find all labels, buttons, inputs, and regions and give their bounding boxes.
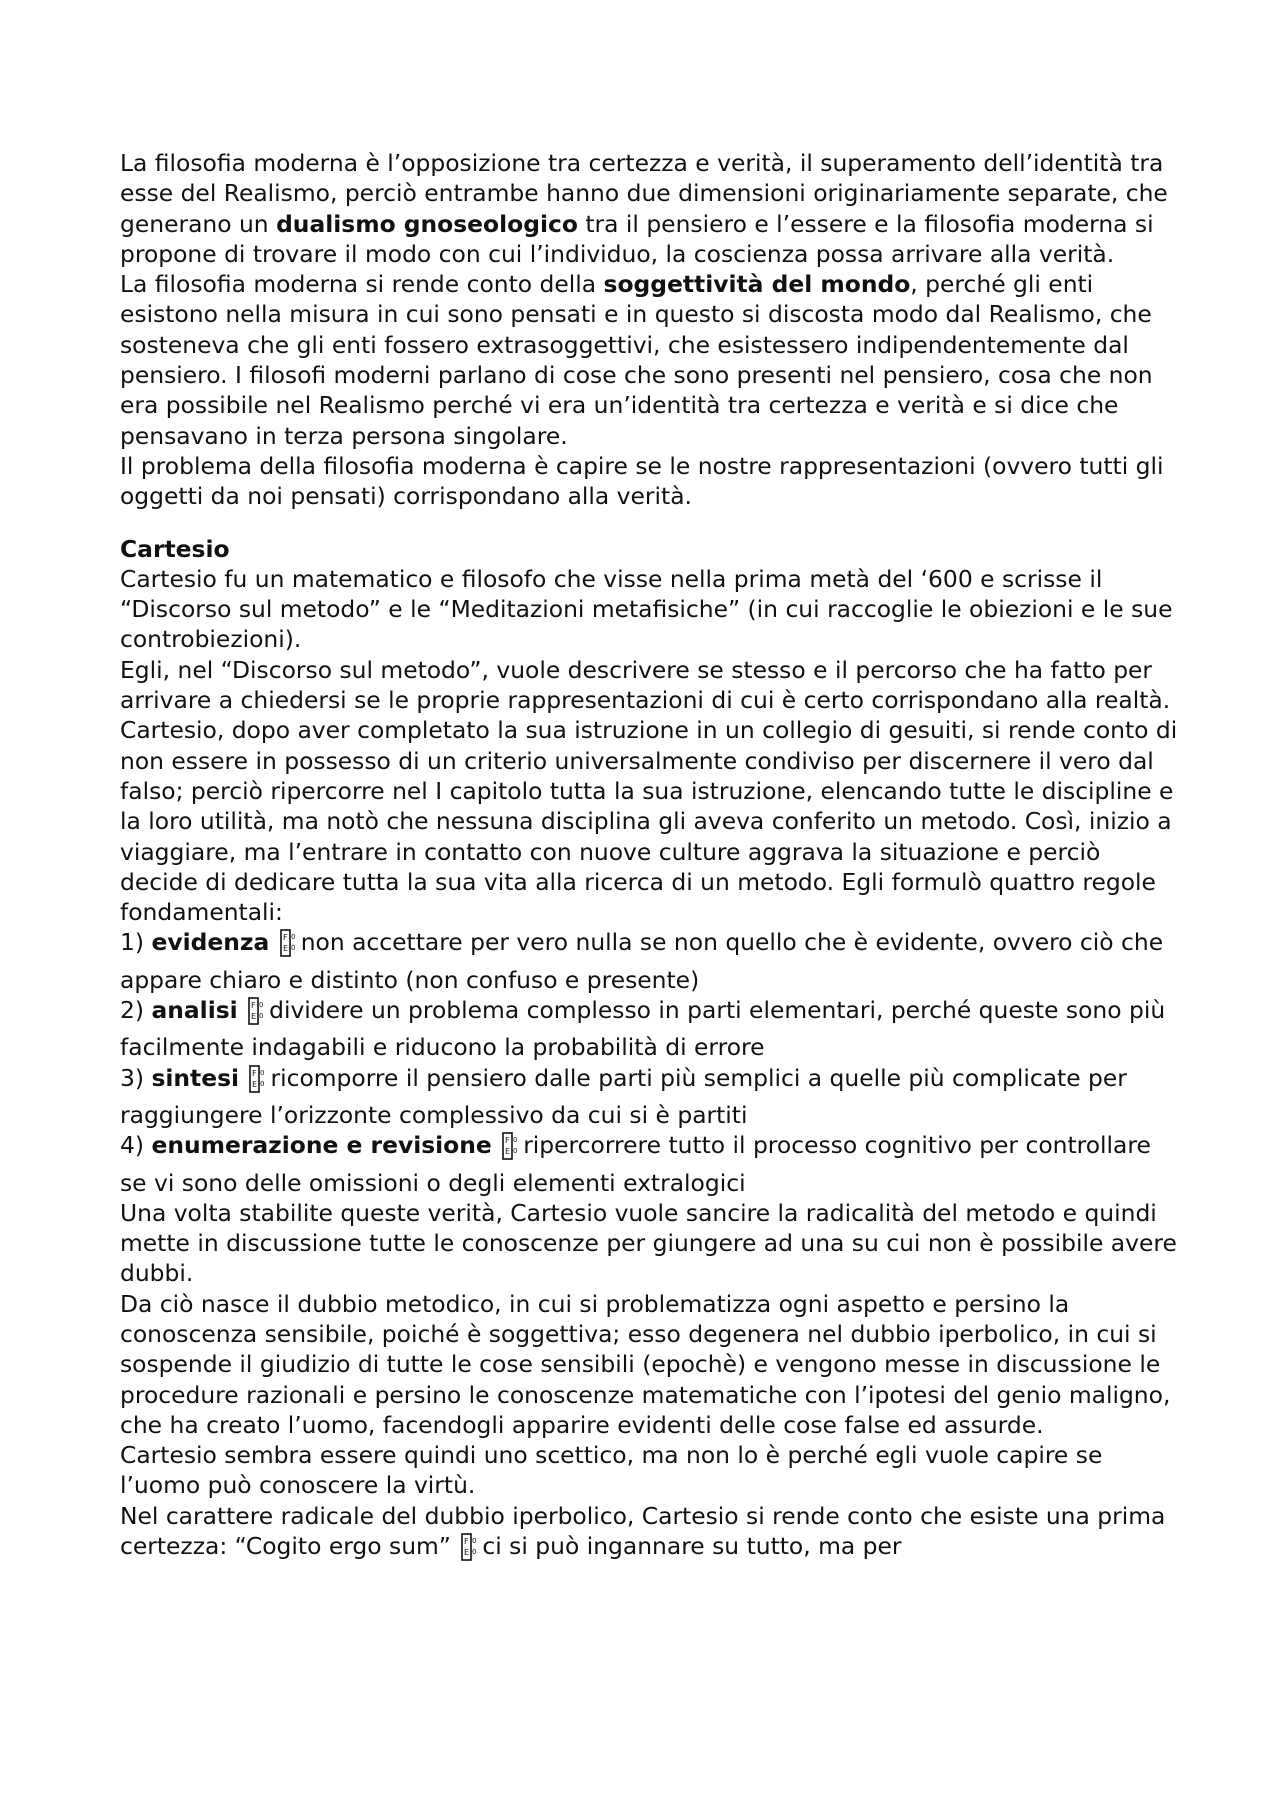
svg-text:0: 0: [260, 1079, 265, 1088]
rule-item: 4) enumerazione e revisione F E 0 0 ripercorrere tutto il processo cognitivo per controllare se vi sono delle omissioni o degli elementi extralogici: [120, 1131, 1151, 1197]
svg-text:0: 0: [513, 1147, 518, 1156]
svg-text:0: 0: [259, 1012, 264, 1021]
term-soggettivita-del-mondo: soggettività del mondo: [603, 270, 911, 299]
intro-paragraph-1: La filosofia moderna è l’opposizione tra certezza e verità, il superamento dell’identità tra esse del Realismo, perciò entrambe hanno due dimensioni originariamente separate, che generano un dualismo gnoseologico tra il pensiero e l’essere e la filosofia moderna si propone di trovare il modo con cui l’individuo, la coscienza possa arrivare alla verità.: [120, 149, 1168, 268]
rule-item: 3) sintesi F E 0 0 ricomporre il pensiero dalle parti più semplici a quelle più complicate per raggiungere l’orizzonte complessivo da cui si è partiti: [120, 1063, 1127, 1129]
rule-name: sintesi: [151, 1063, 240, 1092]
svg-text:0: 0: [472, 1548, 477, 1557]
svg-text:0: 0: [259, 1001, 264, 1010]
missing-glyph-box-icon: [249, 1065, 269, 1100]
section-heading-cartesio: Cartesio: [120, 534, 230, 563]
cartesio-paragraph-4: Una volta stabilite queste verità, Cartesio vuole sancire la radicalità del metodo e quindi mette in discussione tutte le conoscenze per giungere ad una su cui non è possibile avere dubbi.: [120, 1198, 1177, 1288]
cartesio-paragraph-1: Cartesio fu un matematico e filosofo che visse nella prima metà del ‘600 e scrisse il “Discorso sul metodo” e le “Meditazioni metafisiche” (in cui raccoglie le obiezioni e le sue controbiezioni).: [120, 564, 1173, 654]
cartesio-paragraph-3: Cartesio, dopo aver completato la sua istruzione in un collegio di gesuiti, si rende conto di non essere in possesso di un criterio universalmente condiviso per discernere il vero dal falso; perciò ripercorre nel I capitolo tutta la sua istruzione, elencando tutte le discipline e la loro utilità, ma notò che nessuna disciplina gli aveva conferito un metodo. Così, inizio a viaggiare, ma l’entrare in contatto con nuove culture aggrava la situazione e perciò decide di dedicare tutta la sua vita alla ricerca di un metodo. Egli formulò quattro regole fondamentali:: [120, 716, 1178, 927]
intro-paragraph-2: La filosofia moderna si rende conto della soggettività del mondo, perché gli enti esistono nella misura in cui sono pensati e in questo si discosta modo dal Realismo, che sosteneva che gli enti fossero extrasoggettivi, che esistessero indipendentemente dal pensiero. I filosofi moderni parlano di cose che sono presenti nel pensiero, cosa che non era possibile nel Realismo perché vi era un’identità tra certezza e verità e si dice che pensavano in terza persona singolare.: [120, 270, 1153, 450]
svg-text:0: 0: [513, 1136, 518, 1145]
cartesio-paragraph-2: Egli, nel “Discorso sul metodo”, vuole descrivere se stesso e il percorso che ha fatto per arrivare a chiedersi se le proprie rappresentazioni di cui è certo corrispondano alla realtà.: [120, 655, 1171, 715]
rule-item: 1) evidenza F E 0 0 non accettare per vero nulla se non quello che è evidente, ovvero ciò che appare chiaro e distinto (non confuso e presente): [120, 928, 1164, 994]
missing-glyph-box-icon: [280, 929, 300, 964]
svg-text:E: E: [252, 1079, 258, 1089]
cartesio-paragraph-5: Da ciò nasce il dubbio metodico, in cui si problematizza ogni aspetto e persino la conoscenza sensibile, poiché è soggettiva; esso degenera nel dubbio iperbolico, in cui si sospende il giudizio di tutte le cose sensibili (epochè) e vengono messe in discussione le procedure razionali e persino le conoscenze matematiche con l’ipotesi del genio maligno, che ha creato l’uomo, facendogli apparire evidenti delle cose false ed assurde.: [120, 1289, 1171, 1439]
missing-glyph-box-icon: [461, 1533, 481, 1568]
rule-name: enumerazione e revisione: [151, 1131, 492, 1160]
svg-text:E: E: [464, 1548, 470, 1558]
cartesio-paragraph-6: Cartesio sembra essere quindi uno scettico, ma non lo è perché egli vuole capire se l’uomo può conoscere la virtù.: [120, 1441, 1103, 1500]
missing-glyph-box-icon: [502, 1132, 522, 1167]
document-page: [120, 148, 1180, 1568]
rule-name: analisi: [151, 996, 238, 1025]
cartesio-paragraph-7: Nel carattere radicale del dubbio iperbolico, Cartesio si rende conto che esiste una prima certezza: “Cogito ergo sum” F E 0 0 ci si può ingannare su tutto, ma per: [120, 1501, 1180, 1569]
svg-text:0: 0: [472, 1537, 477, 1546]
missing-glyph-box-icon: [248, 997, 268, 1032]
svg-text:F: F: [282, 933, 288, 943]
svg-text:0: 0: [260, 1068, 265, 1077]
svg-text:F: F: [505, 1136, 510, 1146]
term-dualismo-gnoseologico: dualismo gnoseologico: [276, 209, 578, 238]
svg-text:F: F: [251, 1001, 256, 1011]
svg-text:F: F: [464, 1537, 469, 1547]
svg-text:0: 0: [290, 944, 296, 953]
rule-item: 2) analisi F E 0 0 dividere un problema complesso in parti elementari, perché queste sono più facilmente indagabili e riducono la probabilità di errore: [120, 996, 1166, 1062]
intro-paragraph-3: Il problema della filosofia moderna è capire se le nostre rappresentazioni (ovvero tutti gli oggetti da noi pensati) corrispondano alla verità.: [120, 451, 1164, 511]
svg-text:E: E: [282, 944, 288, 954]
svg-text:E: E: [505, 1147, 511, 1157]
svg-text:0: 0: [290, 933, 296, 942]
svg-text:F: F: [252, 1068, 258, 1078]
section-gap: [120, 512, 1180, 534]
rule-name: evidenza: [151, 928, 270, 957]
svg-text:E: E: [251, 1012, 257, 1022]
